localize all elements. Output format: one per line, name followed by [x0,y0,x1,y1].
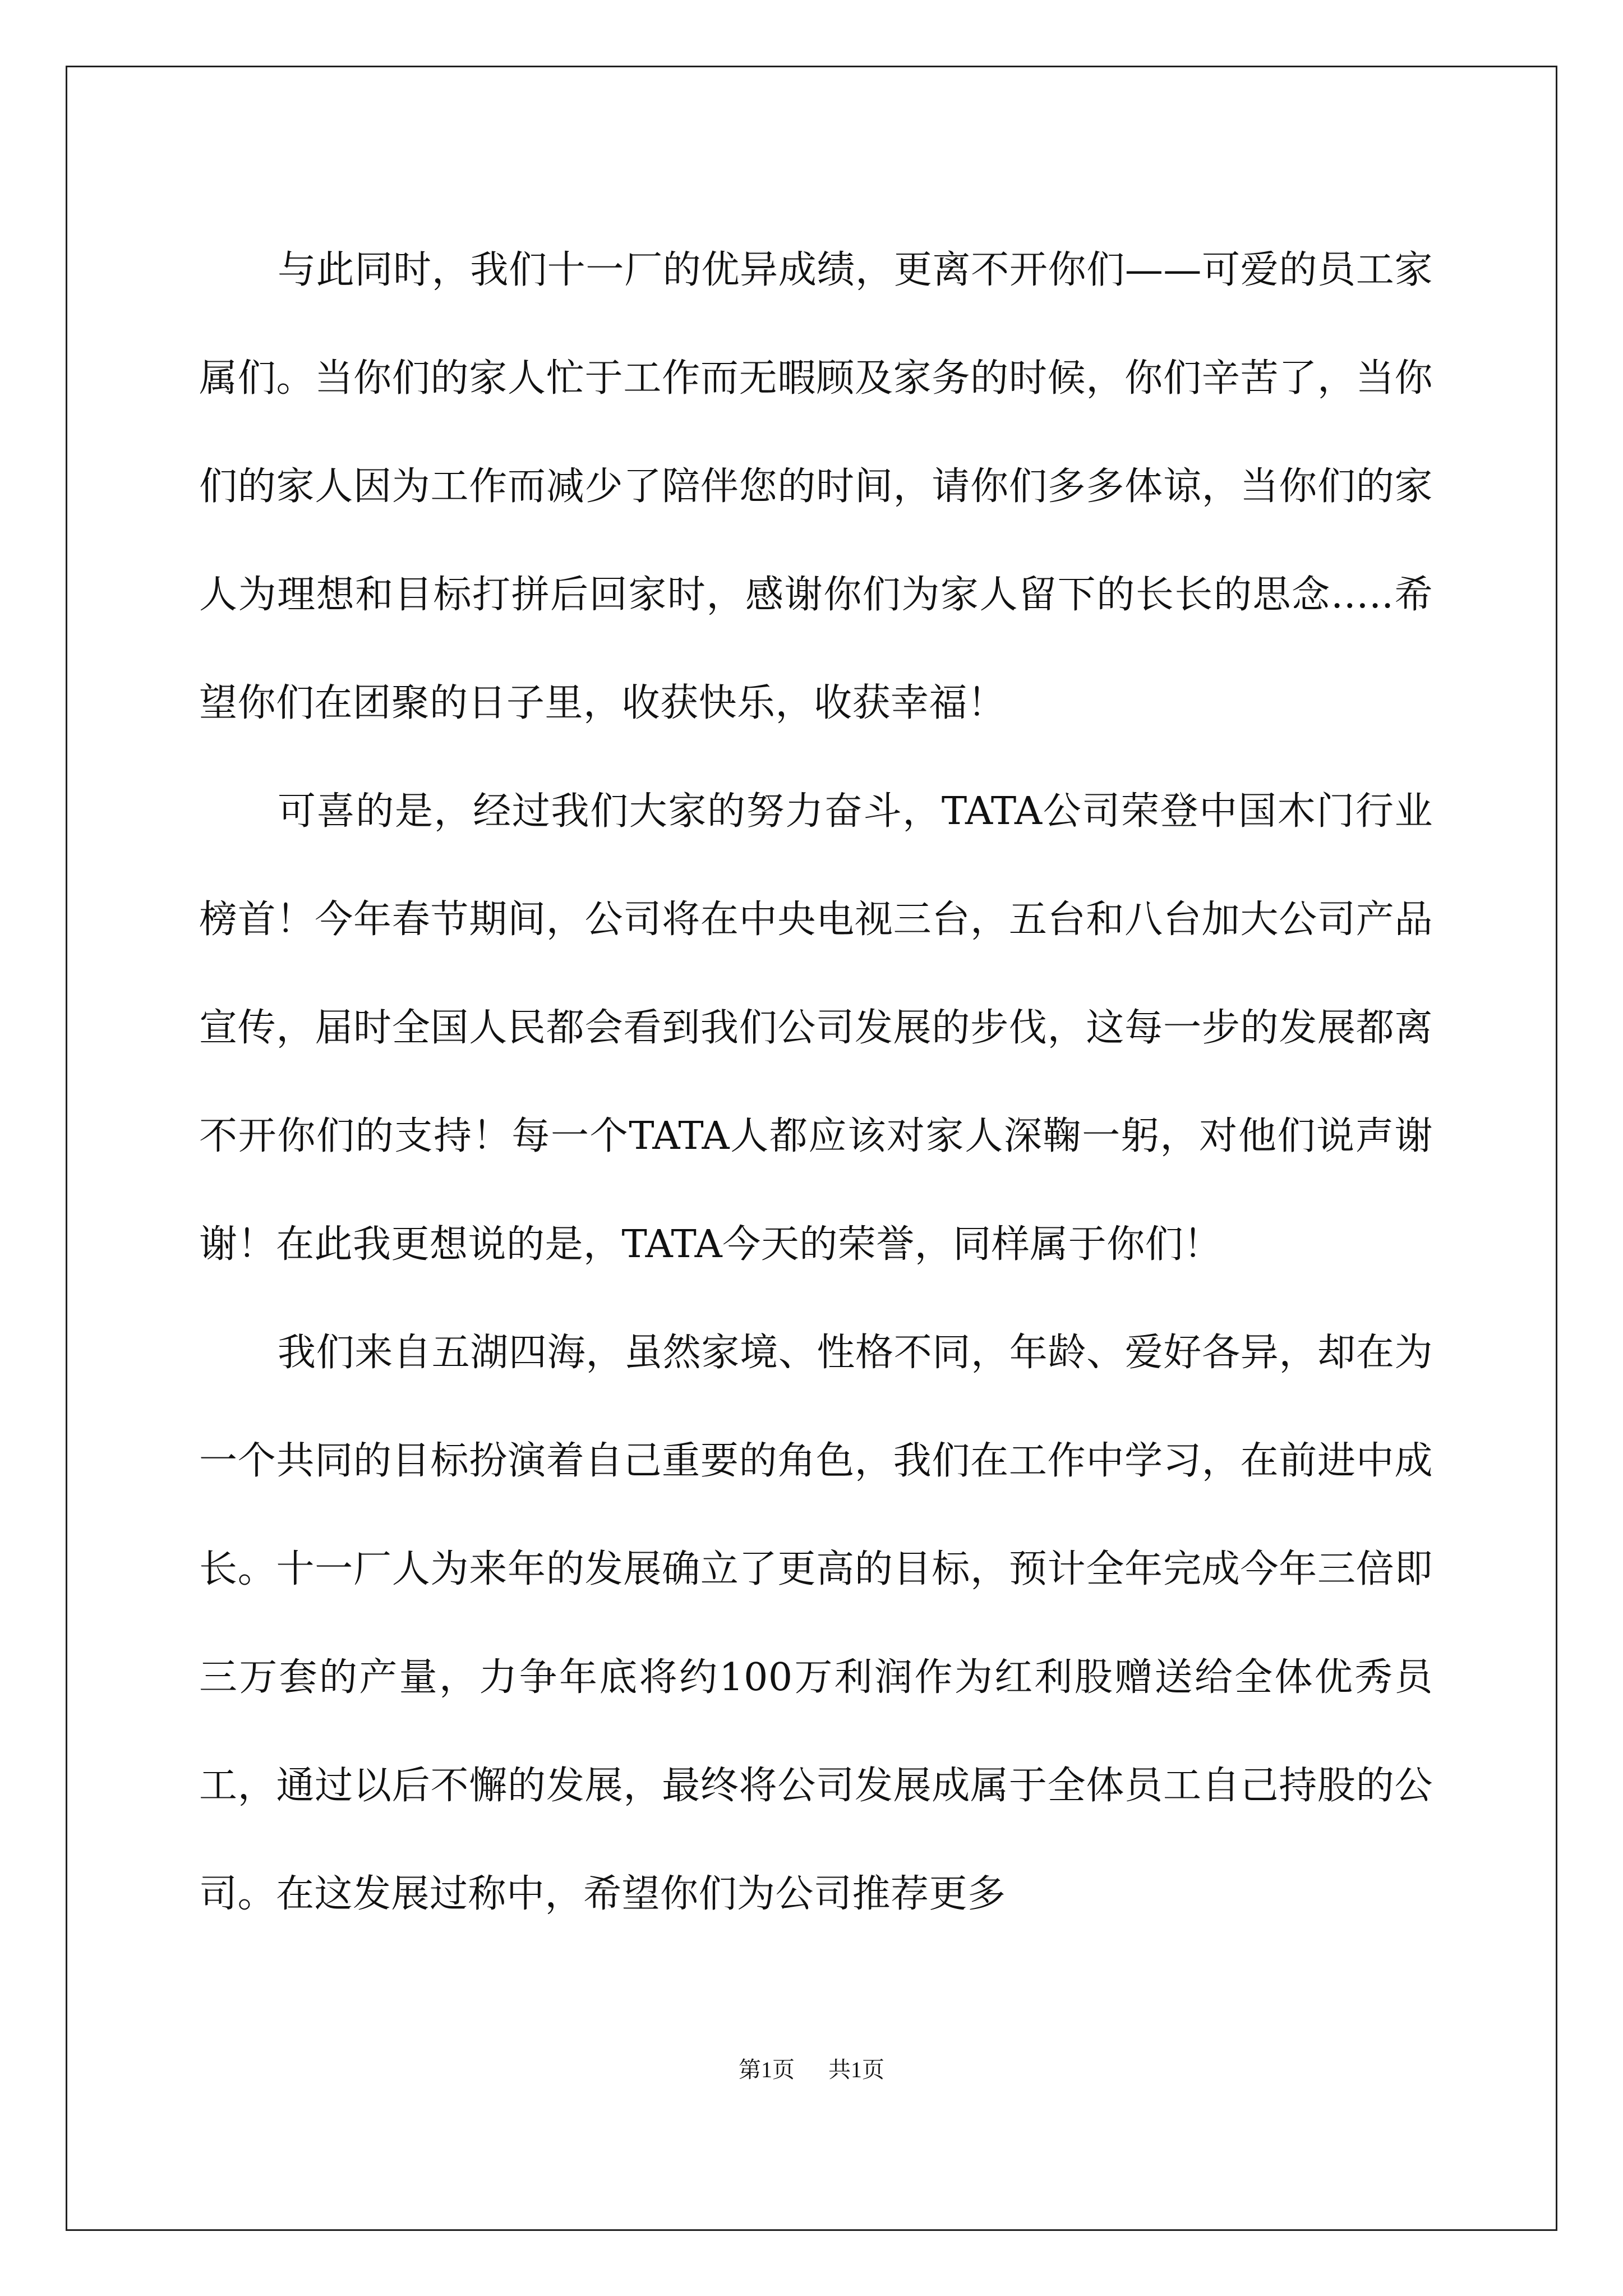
paragraph-2: 可喜的是，经过我们大家的努力奋斗，TATA公司荣登中国木门行业榜首！今年春节期间，公司将在中央电视三台，五台和八台加大公司产品宣传，届时全国人民都会看到我们公司发展的步伐，这每一步的发展都离不开你们的支持！每一个TATA人都应该对家人深鞠一躬，对他们说声谢谢！在此我更想说的是，TATA今天的荣誉，同样属于你们！ [199,789,1433,1267]
page-number: 第1页 [739,2057,795,2082]
page-total: 共1页 [828,2057,884,2082]
paragraph-1: 与此同时，我们十一厂的优异成绩，更离不开你们——可爱的员工家属们。当你们的家人忙于工作而无暇顾及家务的时候，你们辛苦了，当你们的家人因为工作而减少了陪伴您的时间，请你们多多体谅，当你们的家人为理想和目标打拼后回家时，感谢你们为家人留下的长长的思念…..希望你们在团聚的日子里，收获快乐，收获幸福！ [199,248,1433,725]
page-footer [0,2053,1623,2087]
document-body [199,216,1433,1948]
paragraph-3: 我们来自五湖四海，虽然家境、性格不同，年龄、爱好各异，却在为一个共同的目标扮演着自己重要的角色，我们在工作中学习，在前进中成长。十一厂人为来年的发展确立了更高的目标，预计全年完成今年三倍即三万套的产量，力争年底将约100万利润作为红利股赠送给全体优秀员工，通过以后不懈的发展，最终将公司发展成属于全体员工自己持股的公司。在这发展过称中，希望你们为公司推荐更多 [199,1331,1433,1916]
